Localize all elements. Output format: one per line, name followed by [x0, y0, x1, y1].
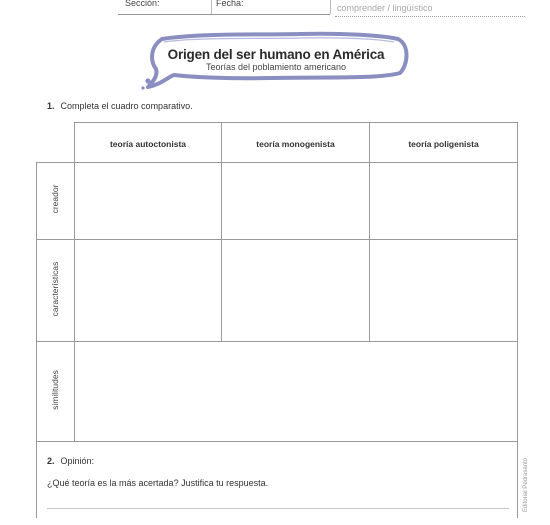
answer-line[interactable]: [47, 508, 509, 509]
page-subtitle: Teorías del poblamiento americano: [205, 62, 347, 72]
row-header-similitudes: similitudes: [50, 370, 60, 410]
answer-cell-caracteristicas-poligenista[interactable]: [370, 240, 517, 341]
table-line: [36, 162, 37, 518]
answer-cell-caracteristicas-monogenista[interactable]: [222, 240, 369, 341]
skill-text: comprender / lingüístico: [337, 3, 433, 13]
table-line: [517, 122, 518, 518]
row-header-creador: creador: [50, 184, 60, 214]
answer-cell-creador-monogenista[interactable]: [222, 163, 369, 239]
activity-1-number: 1.: [47, 101, 55, 111]
table-line: [36, 441, 518, 442]
section-label: Sección:: [125, 0, 160, 8]
answer-cell-similitudes[interactable]: [75, 342, 517, 441]
page-title: Origen del ser humano en América: [167, 47, 385, 62]
column-header-autoctonista: teoría autoctonista: [109, 139, 187, 149]
publisher-note: Editorial Pedrasanto: [523, 457, 529, 513]
activity-2-heading: [47, 456, 94, 466]
answer-cell-creador-poligenista[interactable]: [370, 163, 517, 239]
answer-cell-caracteristicas-autoctonista[interactable]: [75, 240, 221, 341]
activity-1-text: Completa el cuadro comparativo.: [60, 101, 193, 111]
date-label: Fecha:: [216, 0, 244, 8]
column-header-poligenista: teoría poligenista: [408, 139, 479, 149]
answer-cell-creador-autoctonista[interactable]: [75, 163, 221, 239]
column-header-monogenista: teoría monogenista: [256, 139, 335, 149]
activity-2-number: 2.: [47, 456, 55, 466]
table-line: [74, 122, 518, 123]
row-header-caracteristicas: características: [50, 261, 60, 317]
activity-2-question: ¿Qué teoría es la más acertada? Justifica tu respuesta.: [47, 478, 269, 488]
activity-2-label: Opinión:: [60, 456, 95, 466]
